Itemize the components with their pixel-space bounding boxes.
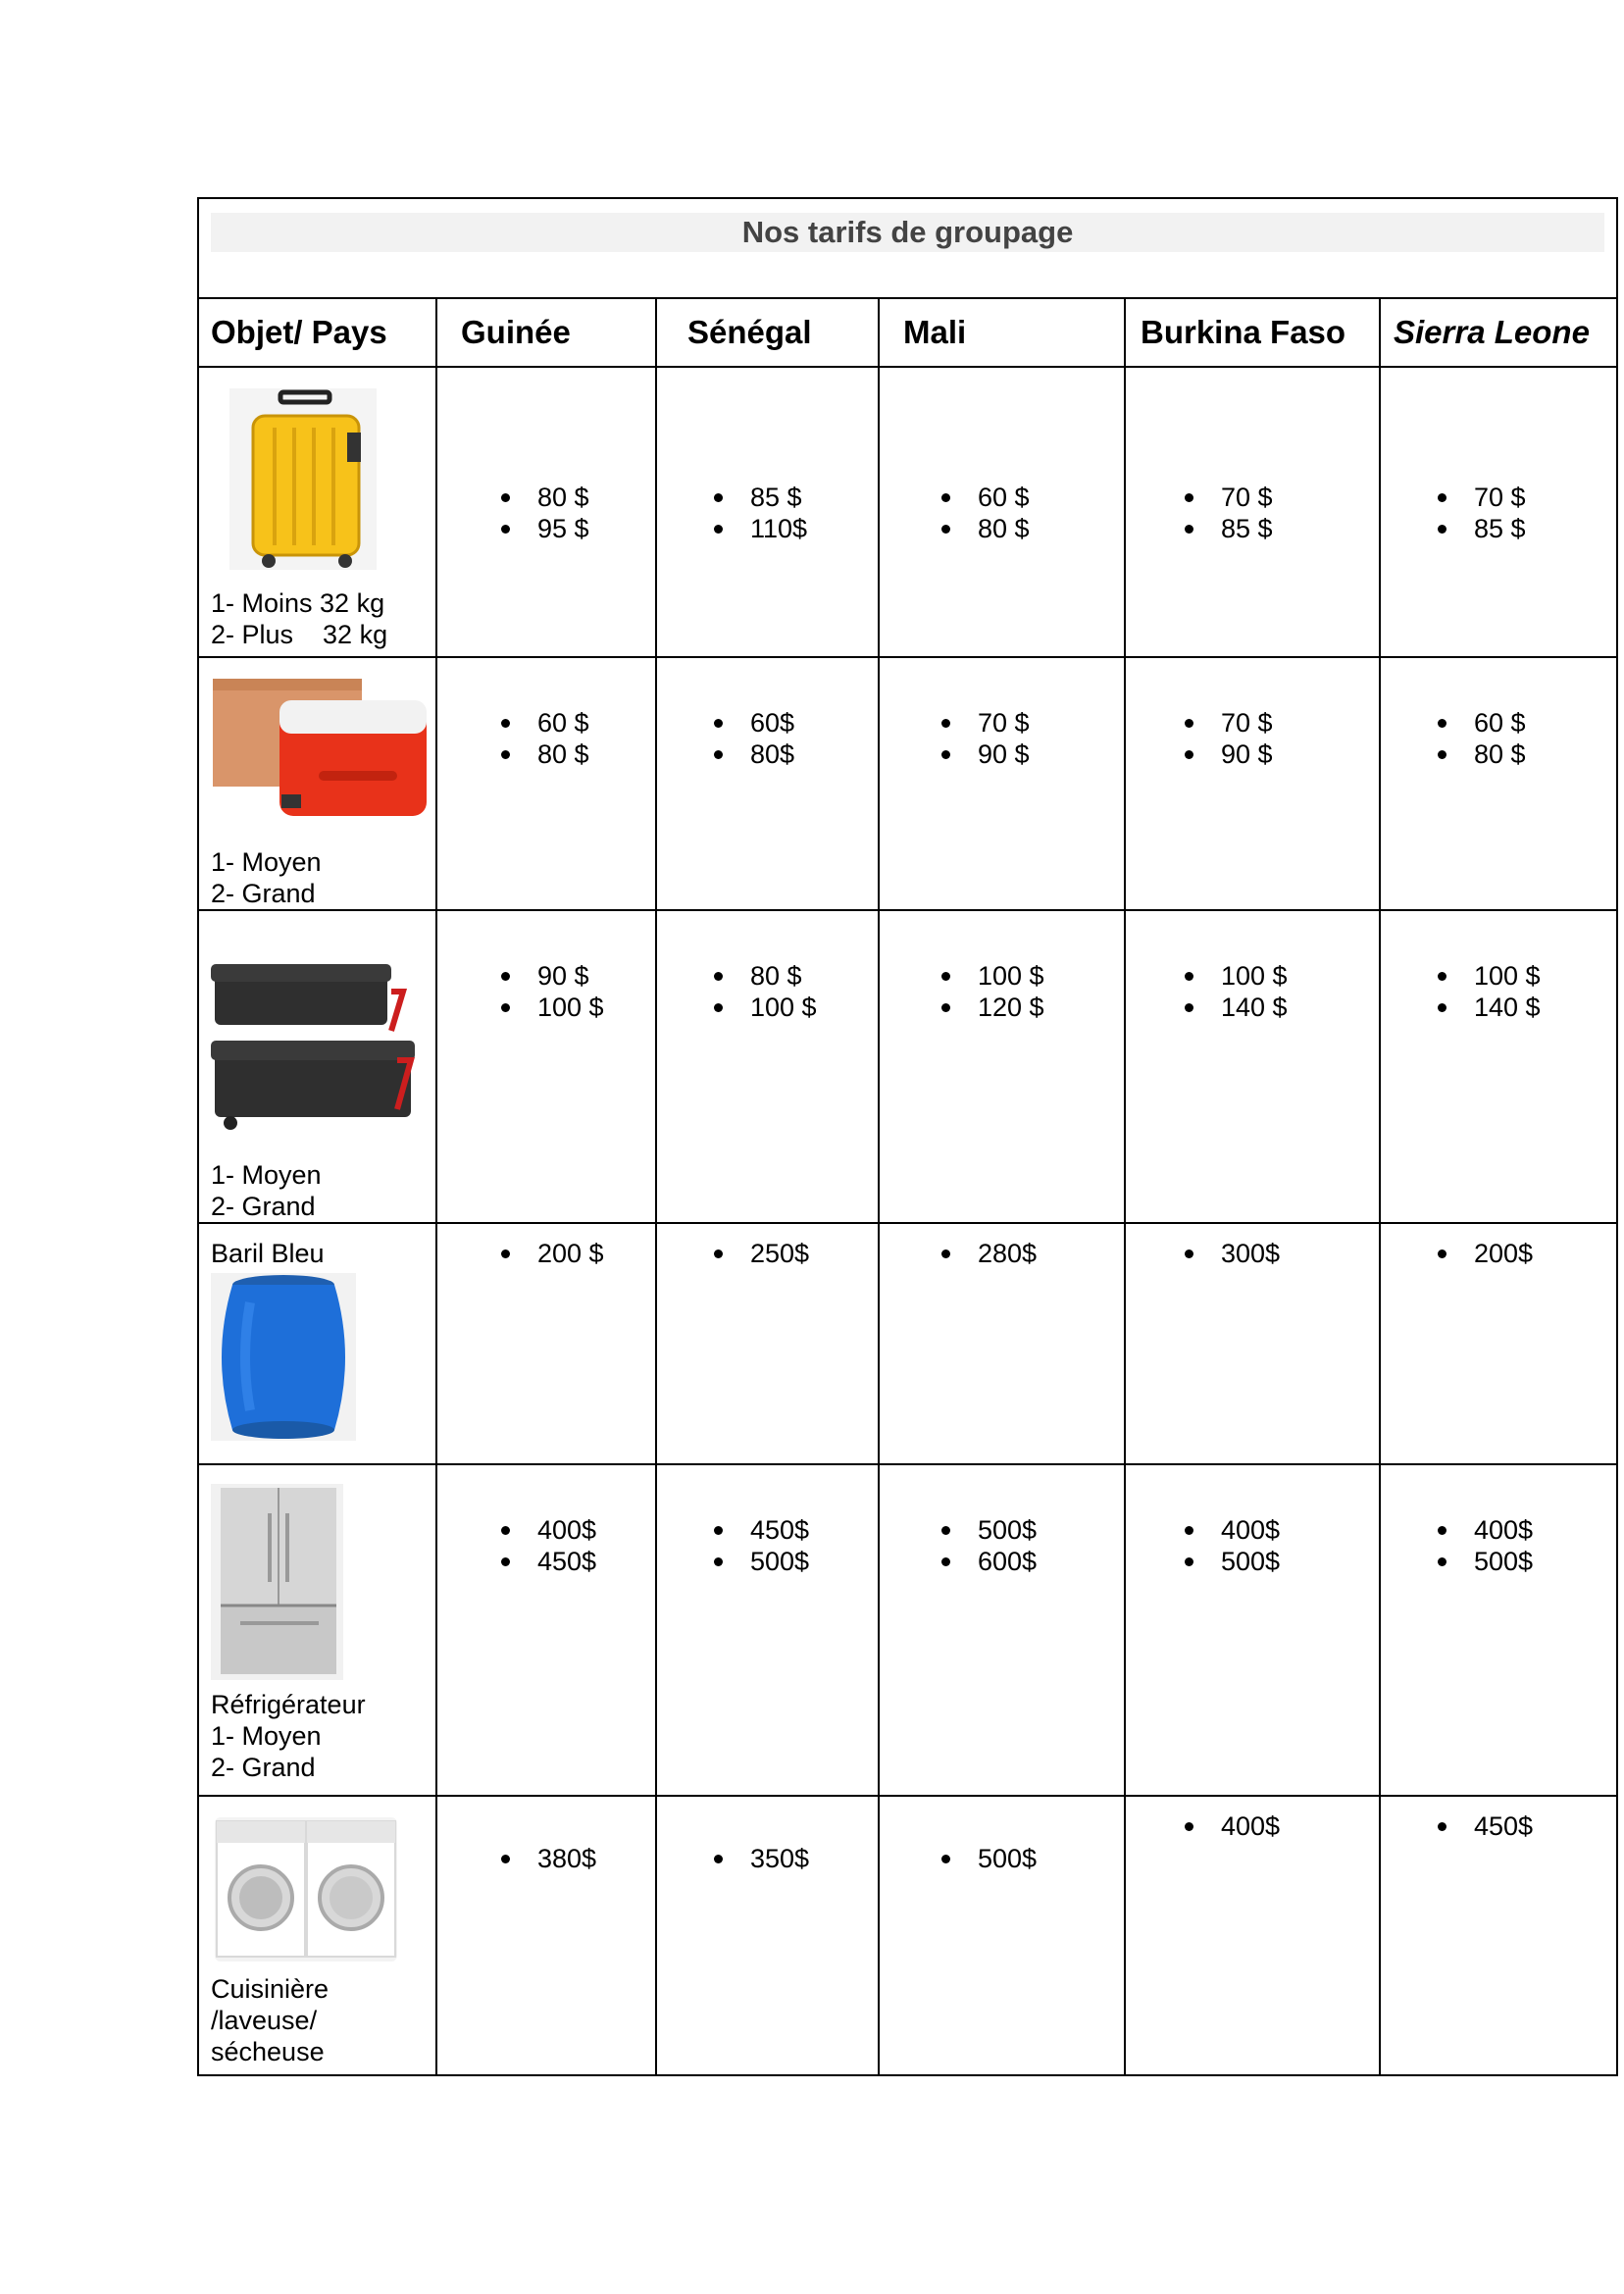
price-list xyxy=(1126,658,1379,770)
price-cell xyxy=(1380,1464,1617,1796)
price-list xyxy=(1381,658,1616,770)
price-list xyxy=(657,1465,878,1577)
price-item: 60 $ xyxy=(490,707,655,739)
table-row xyxy=(198,367,1617,657)
price-item: 140 $ xyxy=(1427,992,1616,1023)
price-item: 500$ xyxy=(1174,1546,1379,1577)
storage-totes-icon xyxy=(211,962,424,1152)
price-item: 100 $ xyxy=(931,960,1124,992)
price-item: 380$ xyxy=(490,1843,655,1874)
header-objet xyxy=(198,298,436,367)
price-item: 70 $ xyxy=(1174,707,1379,739)
price-item: 400$ xyxy=(1427,1514,1616,1546)
price-item: 80 $ xyxy=(931,513,1124,544)
price-cell xyxy=(436,1223,656,1464)
price-item: 100 $ xyxy=(1174,960,1379,992)
object-label: 1- Moins 32 kg xyxy=(211,588,385,618)
price-list xyxy=(880,911,1124,1023)
object-label: 2- Grand xyxy=(211,1753,316,1782)
price-item: 85 $ xyxy=(1174,513,1379,544)
header-sierra-leone xyxy=(1380,298,1617,367)
title-cell xyxy=(198,198,1617,298)
price-cell xyxy=(1125,910,1380,1223)
price-item: 80 $ xyxy=(490,482,655,513)
price-item: 70 $ xyxy=(1174,482,1379,513)
object-cell xyxy=(198,367,436,657)
object-cell xyxy=(198,1796,436,2075)
header-label: Sénégal xyxy=(687,314,812,350)
price-cell xyxy=(656,1223,879,1464)
price-item: 400$ xyxy=(1174,1810,1379,1842)
price-item: 110$ xyxy=(703,513,878,544)
price-item: 80 $ xyxy=(490,739,655,770)
price-item: 500$ xyxy=(931,1514,1124,1546)
price-item: 250$ xyxy=(703,1238,878,1269)
price-item: 400$ xyxy=(490,1514,655,1546)
price-item: 85 $ xyxy=(703,482,878,513)
price-item: 400$ xyxy=(1174,1514,1379,1546)
price-cell xyxy=(1380,367,1617,657)
refrigerator-icon xyxy=(211,1484,424,1687)
object-content xyxy=(199,1797,435,2067)
object-content xyxy=(199,368,435,650)
price-item: 90 $ xyxy=(931,739,1124,770)
header-guinee xyxy=(436,298,656,367)
price-cell xyxy=(1125,657,1380,910)
object-content xyxy=(199,658,435,909)
price-item: 80 $ xyxy=(1427,739,1616,770)
price-list xyxy=(880,1465,1124,1577)
price-list xyxy=(657,658,878,770)
blue-barrel-icon xyxy=(211,1273,424,1448)
object-cell xyxy=(198,657,436,910)
price-cell xyxy=(879,657,1125,910)
price-list xyxy=(437,368,655,544)
price-list xyxy=(1126,368,1379,544)
price-cell xyxy=(879,1464,1125,1796)
price-item: 600$ xyxy=(931,1546,1124,1577)
price-item: 200$ xyxy=(1427,1238,1616,1269)
price-item: 80 $ xyxy=(703,960,878,992)
price-cell xyxy=(1125,1464,1380,1796)
price-item: 60 $ xyxy=(931,482,1124,513)
price-item: 70 $ xyxy=(931,707,1124,739)
price-item: 60$ xyxy=(703,707,878,739)
price-cell xyxy=(436,1464,656,1796)
price-cell xyxy=(1125,1223,1380,1464)
header-label: Sierra Leone xyxy=(1394,314,1590,350)
price-list xyxy=(1126,1465,1379,1577)
price-item: 90 $ xyxy=(490,960,655,992)
price-item: 140 $ xyxy=(1174,992,1379,1023)
price-item: 350$ xyxy=(703,1843,878,1874)
price-item: 500$ xyxy=(1427,1546,1616,1577)
price-cell xyxy=(879,367,1125,657)
price-item: 120 $ xyxy=(931,992,1124,1023)
price-item: 500$ xyxy=(931,1843,1124,1874)
price-item: 90 $ xyxy=(1174,739,1379,770)
price-cell xyxy=(879,1796,1125,2075)
price-list xyxy=(657,911,878,1023)
object-label: Réfrigérateur xyxy=(211,1690,366,1719)
price-list xyxy=(1126,911,1379,1023)
price-item: 450$ xyxy=(1427,1810,1616,1842)
price-list xyxy=(1381,911,1616,1023)
header-row xyxy=(198,298,1617,367)
price-item: 85 $ xyxy=(1427,513,1616,544)
box-and-cooler-icon xyxy=(211,677,424,833)
object-label: Baril Bleu xyxy=(211,1239,325,1268)
price-cell xyxy=(1380,910,1617,1223)
object-label: Cuisinière xyxy=(211,1974,330,2004)
yellow-suitcase-icon xyxy=(229,388,424,577)
object-content xyxy=(199,1224,435,1448)
price-cell xyxy=(1125,367,1380,657)
price-cell xyxy=(436,367,656,657)
object-label: 2- Plus 32 kg xyxy=(211,620,388,649)
price-cell xyxy=(656,367,879,657)
price-item: 70 $ xyxy=(1427,482,1616,513)
object-cell xyxy=(198,910,436,1223)
price-list xyxy=(880,1224,1124,1269)
price-item: 200 $ xyxy=(490,1238,655,1269)
price-list xyxy=(1381,1797,1616,1842)
price-item: 450$ xyxy=(490,1546,655,1577)
price-cell xyxy=(879,910,1125,1223)
price-cell xyxy=(436,1796,656,2075)
header-label: Mali xyxy=(903,314,967,350)
price-cell xyxy=(1380,657,1617,910)
object-label: 2- Grand xyxy=(211,879,316,908)
header-mali xyxy=(879,298,1125,367)
price-cell xyxy=(656,1796,879,2075)
header-senegal xyxy=(656,298,879,367)
page-title: Nos tarifs de groupage xyxy=(211,213,1604,252)
header-label: Guinée xyxy=(461,314,571,350)
price-item: 100 $ xyxy=(490,992,655,1023)
price-list xyxy=(437,1797,655,1874)
price-list xyxy=(437,911,655,1023)
price-item: 500$ xyxy=(703,1546,878,1577)
price-list xyxy=(437,1224,655,1269)
tarifs-table xyxy=(197,197,1618,2076)
price-list xyxy=(657,1224,878,1269)
table-row xyxy=(198,1223,1617,1464)
price-list xyxy=(657,368,878,544)
price-list xyxy=(437,1465,655,1577)
price-cell xyxy=(656,910,879,1223)
price-cell xyxy=(1380,1796,1617,2075)
price-item: 280$ xyxy=(931,1238,1124,1269)
price-item: 450$ xyxy=(703,1514,878,1546)
price-cell xyxy=(436,910,656,1223)
price-item: 100 $ xyxy=(1427,960,1616,992)
price-list xyxy=(1126,1224,1379,1269)
price-item: 80$ xyxy=(703,739,878,770)
object-label: sécheuse xyxy=(211,2037,325,2066)
price-item: 60 $ xyxy=(1427,707,1616,739)
object-label: 2- Grand xyxy=(211,1192,316,1221)
price-list xyxy=(437,658,655,770)
price-item: 300$ xyxy=(1174,1238,1379,1269)
header-label: Objet/ Pays xyxy=(211,314,387,350)
washer-dryer-icon xyxy=(215,1817,424,1968)
price-list xyxy=(1126,1797,1379,1842)
price-list xyxy=(1381,1465,1616,1577)
price-list xyxy=(657,1797,878,1874)
price-list xyxy=(1381,1224,1616,1269)
price-list xyxy=(880,1797,1124,1874)
object-label: 1- Moyen xyxy=(211,1721,322,1751)
price-list xyxy=(1381,368,1616,544)
table-row xyxy=(198,657,1617,910)
price-cell xyxy=(1125,1796,1380,2075)
table-row xyxy=(198,1464,1617,1796)
object-label: 1- Moyen xyxy=(211,1160,322,1190)
object-cell xyxy=(198,1464,436,1796)
object-label: /laveuse/ xyxy=(211,2006,318,2035)
price-cell xyxy=(656,657,879,910)
price-cell xyxy=(656,1464,879,1796)
price-item: 95 $ xyxy=(490,513,655,544)
object-cell xyxy=(198,1223,436,1464)
table-row xyxy=(198,910,1617,1223)
price-cell xyxy=(1380,1223,1617,1464)
object-content xyxy=(199,1465,435,1783)
object-content xyxy=(199,911,435,1222)
header-label: Burkina Faso xyxy=(1141,314,1346,350)
price-item: 100 $ xyxy=(703,992,878,1023)
price-cell xyxy=(879,1223,1125,1464)
table-row xyxy=(198,1796,1617,2075)
price-list xyxy=(880,368,1124,544)
object-label: 1- Moyen xyxy=(211,847,322,877)
price-list xyxy=(880,658,1124,770)
price-cell xyxy=(436,657,656,910)
header-burkina-faso xyxy=(1125,298,1380,367)
